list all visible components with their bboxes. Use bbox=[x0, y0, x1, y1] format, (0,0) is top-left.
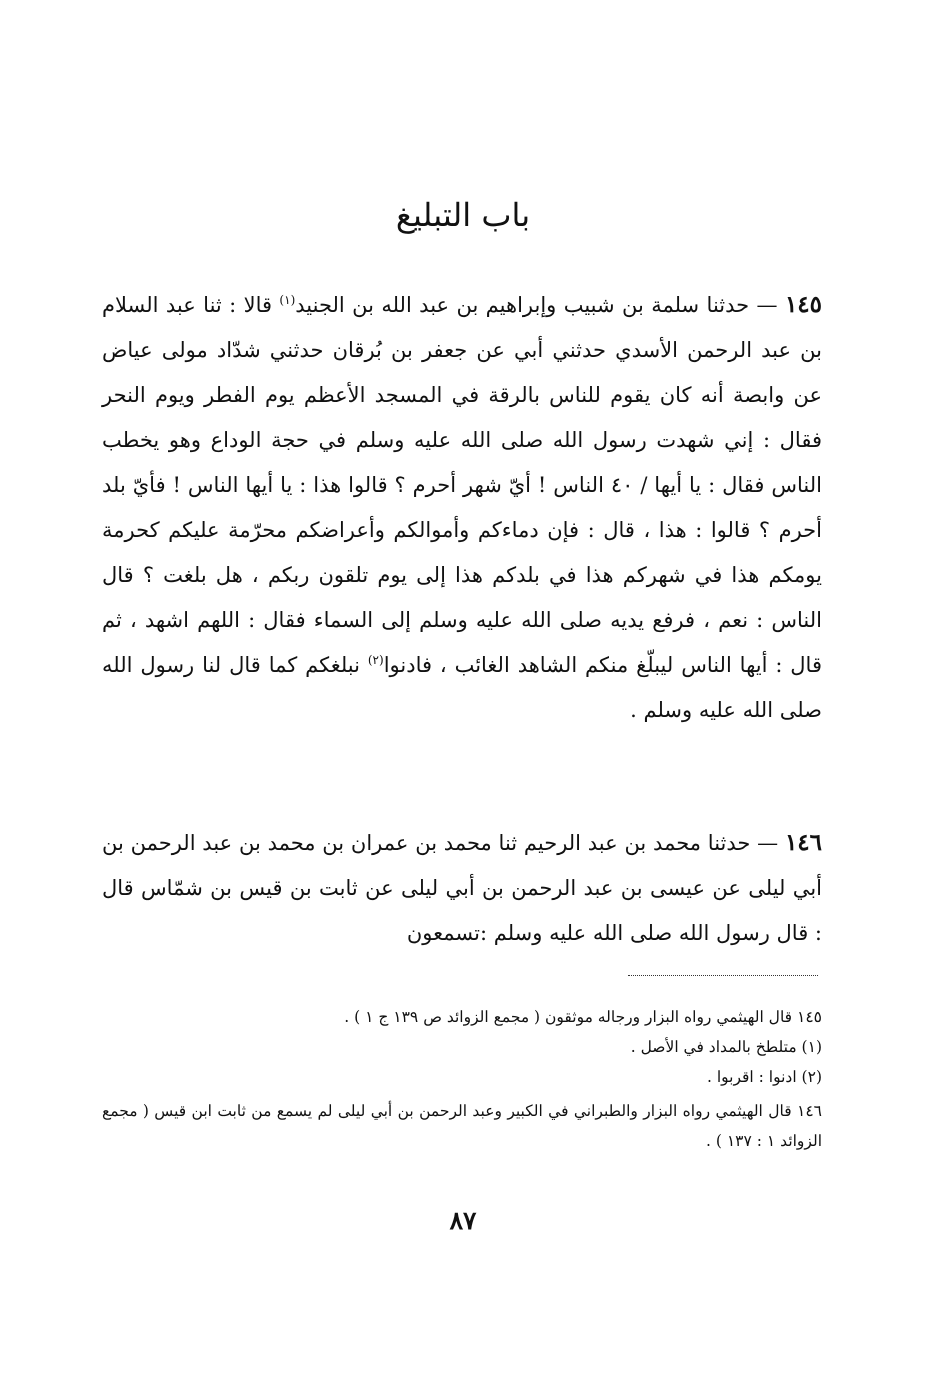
footnote-2: (٢) ادنوا : اقربوا . bbox=[706, 1068, 822, 1086]
hadith-text: حدثنا محمد بن عبد الرحيم ثنا محمد بن عمران بن محمد بن عبد الرحمن بن أبي ليلى عن عيسى بن عبد الرحمن بن أبي ليلى عن ثابت بن قيس بن شمّاس قال : قال رسول الله صلى الله عليه وسلم :تسمعون bbox=[102, 831, 822, 945]
footnote-ref-2: (٢) bbox=[367, 653, 384, 667]
footnote-divider bbox=[628, 975, 818, 976]
hadith-dash: — bbox=[749, 293, 785, 317]
hadith-145-paragraph bbox=[102, 282, 822, 733]
footnotes bbox=[102, 1002, 822, 1156]
footnote-ref-1: (١) bbox=[279, 293, 296, 307]
hadith-146-paragraph bbox=[102, 820, 822, 956]
hadith-dash: — bbox=[750, 831, 785, 855]
hadith-number: ١٤٥ bbox=[784, 291, 822, 318]
hadith-text: قالا : ثنا عبد السلام بن عبد الرحمن الأسدي حدثني أبي عن جعفر بن بُرقان حدثني شدّاد مولى عياض عن وابصة أنه كان يقوم للناس بالرقة في المسجد الأعظم يوم الفطر ويوم النحر فقال : إني شهدت رسول الله صلى الله عليه وسلم في حجة الوداع وهو يخطب الناس فقال : يا أيها / ٤٠ الناس ! أيّ شهر أحرم ؟ قالوا هذا : يا أيها الناس ! فأيّ بلد أحرم ؟ قالوا : هذا ، قال : فإن دماءكم وأموالكم وأعراضكم محرّمة عليكم كحرمة يومكم هذا في شهركم هذا في بلدكم هذا إلى يوم تلقون ربكم ، هل بلغت ؟ قال الناس : نعم ، فرفع يديه صلى الله عليه وسلم إلى السماء فقال : اللهم اشهد ، ثم قال : أيها الناس ليبلّغ منكم الشاهد الغائب ، فادنوا bbox=[102, 293, 822, 677]
page-number: ٨٧ bbox=[449, 1206, 477, 1235]
footnote-145: ١٤٥ قال الهيثمي رواه البزار ورجاله موثقون ( مجمع الزوائد ص ١٣٩ ج ١ ) . bbox=[344, 1008, 822, 1026]
chapter-title: باب التبليغ bbox=[395, 196, 531, 234]
hadith-text: حدثنا سلمة بن شبيب وإبراهيم بن عبد الله بن الجنيد bbox=[295, 293, 750, 317]
hadith-number: ١٤٦ bbox=[784, 829, 822, 856]
footnote-1: (١) متلطخ بالمداد في الأصل . bbox=[630, 1038, 822, 1056]
footnote-146: ١٤٦ قال الهيثمي رواه البزار والطبراني في الكبير وعبد الرحمن بن أبي ليلى لم يسمع من ثابت ابن قيس ( مجمع الزوائد ١ : ١٣٧ ) . bbox=[102, 1102, 822, 1150]
hadith-text: نبلغكم كما قال لنا رسول الله صلى الله عليه وسلم . bbox=[102, 653, 822, 722]
